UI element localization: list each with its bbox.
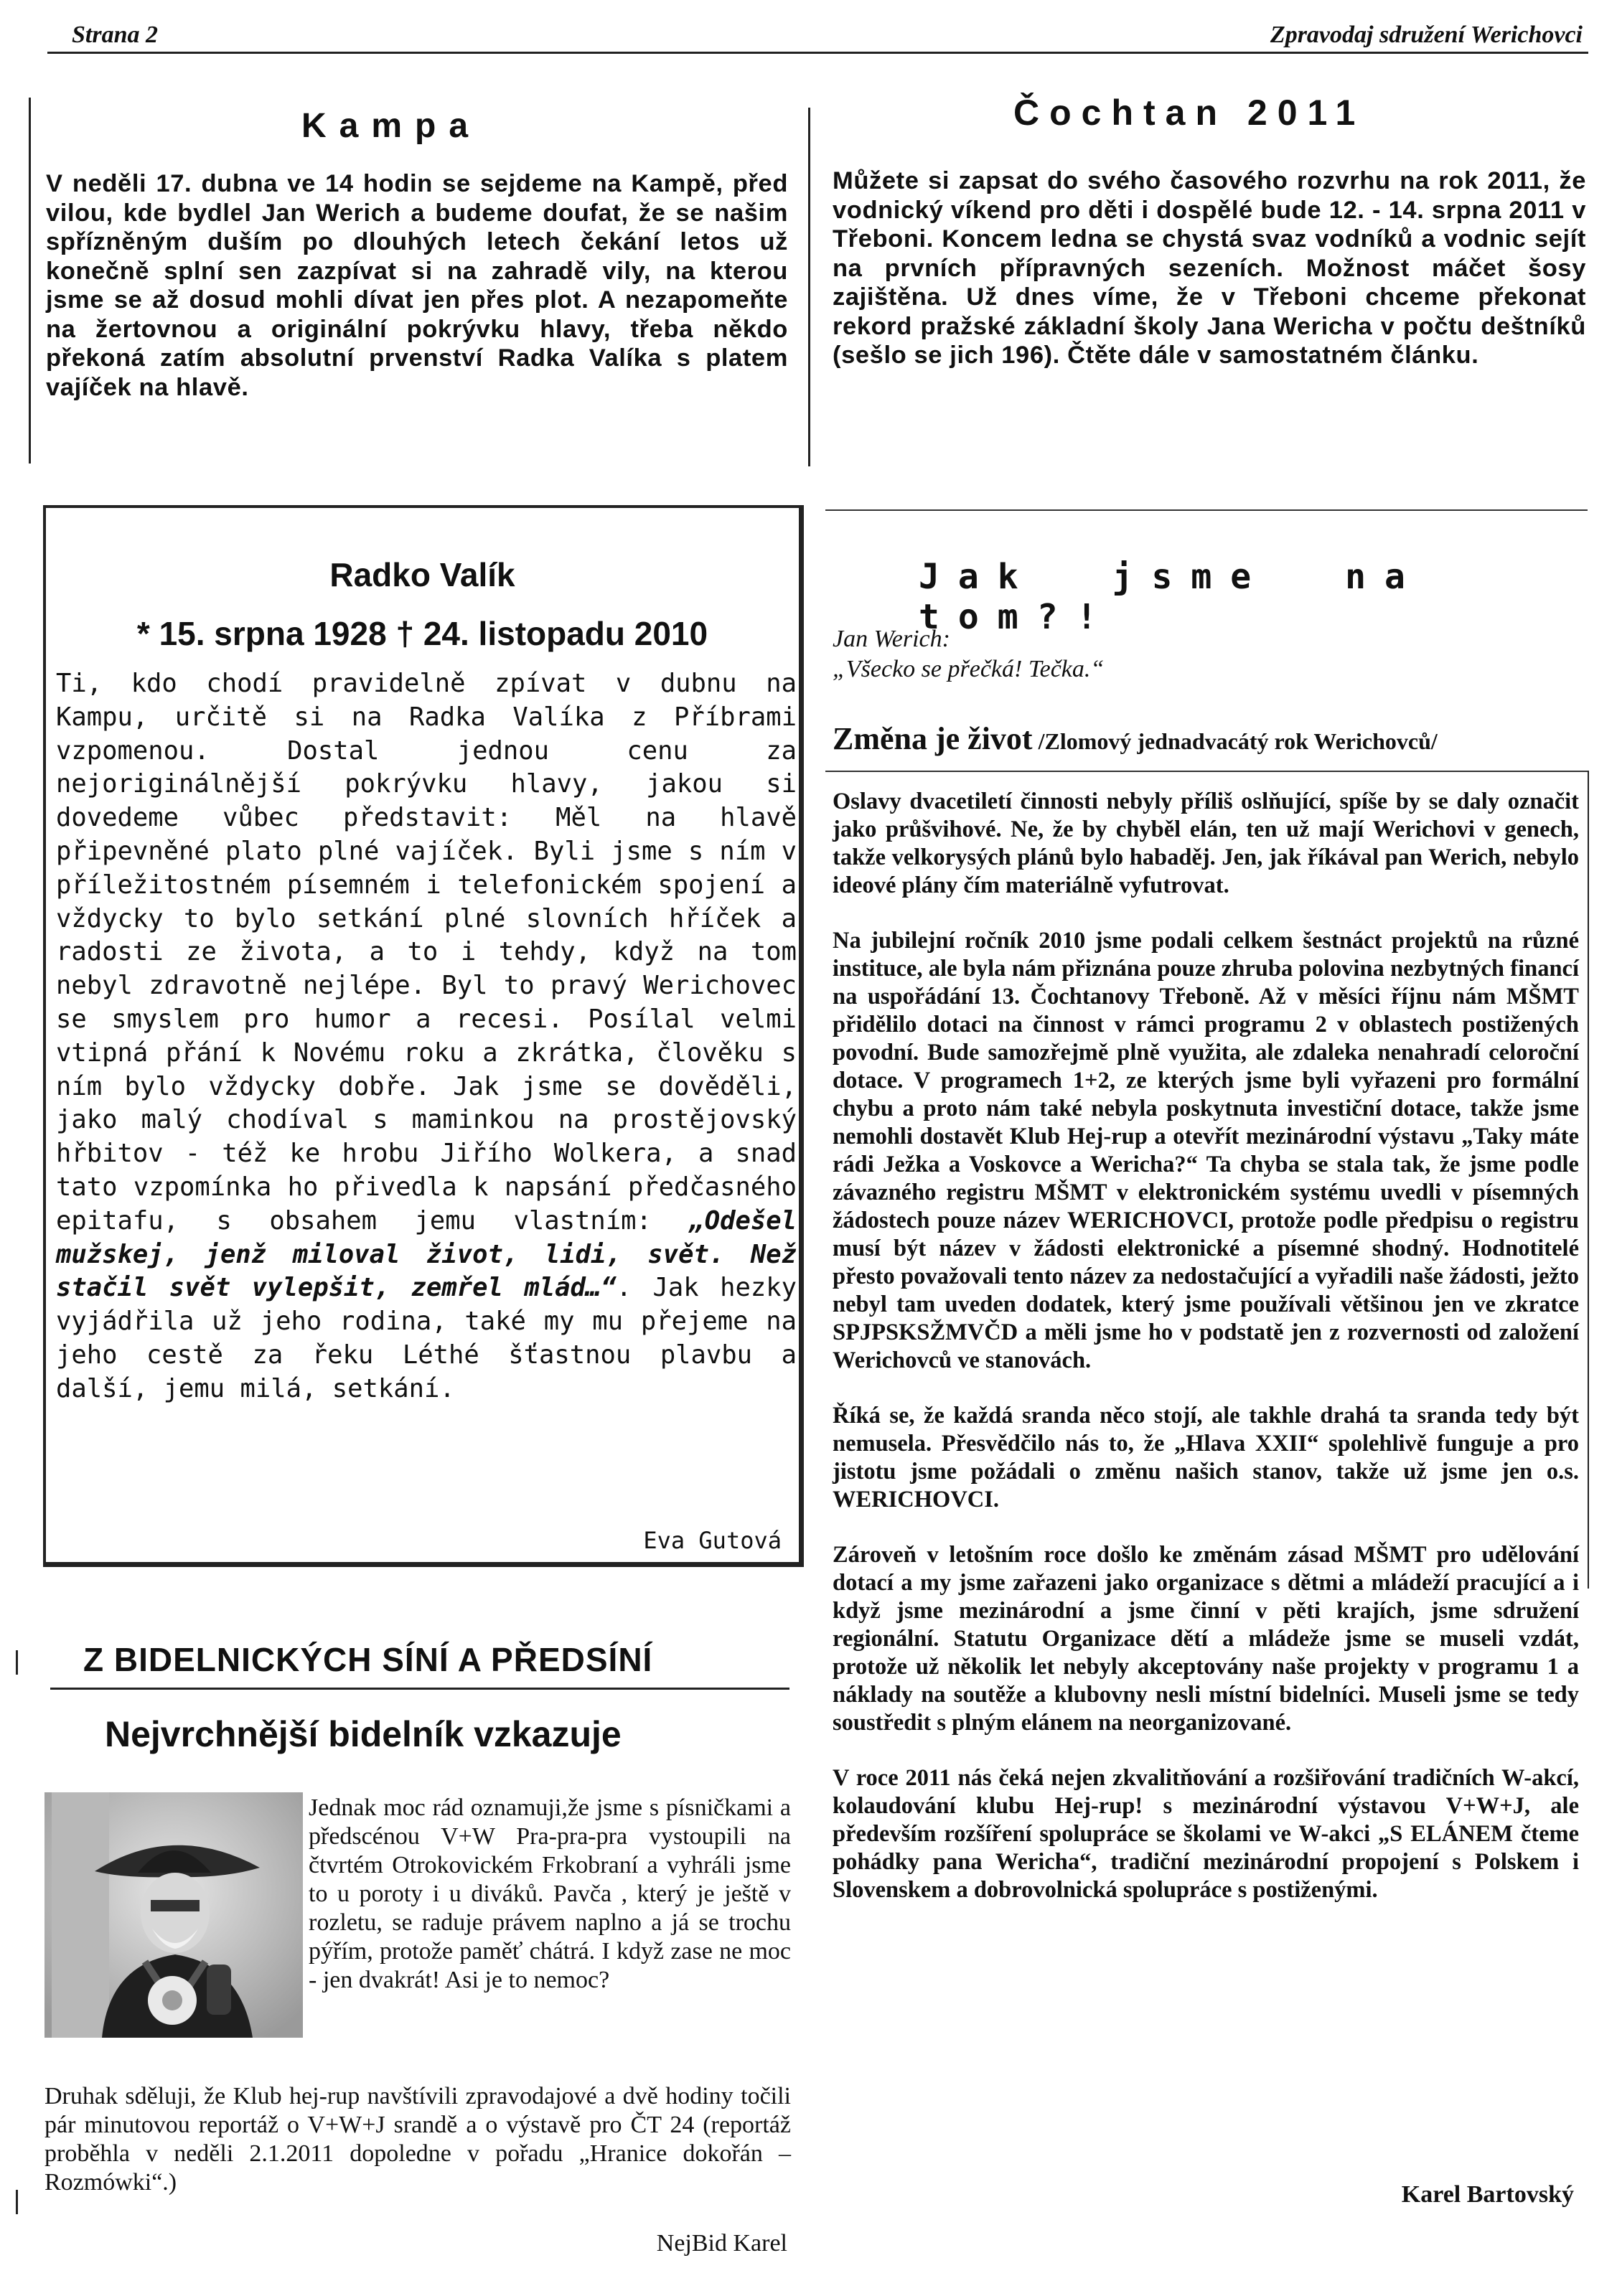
left-column-rule <box>29 98 31 464</box>
bidelnik-paragraph-1 <box>44 1794 791 2043</box>
jak-jsme-body <box>833 788 1579 1904</box>
cochtan-article: Můžete si zapsat do svého časového rozvrhu na rok 2011, že vodnický víkend pro děti i dospělé bude 12. - 14. srpna 2011 v Třeboni. Koncem ledna se chystá svaz vodníků a vodnic sejít na prvních přípravných sezeních. Možnost máčet šosy zajištěna. Už dnes víme, že v Třeboni chceme překonat rekord pražské základní školy Jana Wericha v počtu deštníků (sešlo se jich 196). Čtěte dále v samostatném článku. <box>833 167 1586 369</box>
jak-jsme-paragraph: Říká se, že každá sranda něco stojí, ale takhle drahá ta sranda tedy být nemusela. Přesvědčilo nás to, že „Hlava XXII“ spolehlivě funguje a pro jistotu jsme požádali o změnu našich stanov, takže už jsme jen o.s. WERICHOVCI. <box>833 1403 1579 1512</box>
photo-spacer <box>44 1794 309 2043</box>
obituary-title: Radko Valík <box>329 556 515 593</box>
page-number: Strana 2 <box>72 22 158 48</box>
obituary-text-before: Ti, kdo chodí pravidelně zpívat v dubnu na Kampu, určitě si na Radka Valíka z Příbrami vzpomenou. Dostal jednou cenu za nejoriginálnější pokrývku hlavy, jakou si dovedeme vůbec představit: Měl na hlavě připevněné plato plné vajíček. Byli jsme s ním v příležitostném písemném i telefonickém spojení a vždycky to bylo setkání plné slovních hříček a radosti ze života, a to i tehdy, když na tom nebyl zdravotně nejlépe. Byl to pravý Werichovec se smyslem pro humor a recesi. Posílal velmi vtipná přání k Novému roku a zkrátka, člověku s ním bylo vždycky dobře. Jak jsme se dověděli, jako malý chodíval s maminkou na prostějovský hřbitov - též ke hrobu Jiřího Wolkera, a snad tato vzpomínka ho přivedla k napsání předčasného epitafu, s obsahem jemu vlastním: <box>56 669 797 1236</box>
werich-quote: „Všecko se přečká! Tečka.“ <box>833 656 1105 682</box>
right-column-rule <box>1588 771 1589 1589</box>
obituary-text <box>56 667 797 1406</box>
bidelnik-section-title: Z BIDELNICKÝCH SÍNÍ A PŘEDSÍNÍ <box>83 1641 653 1678</box>
article-subtitle-main: Změna je život <box>833 721 1033 756</box>
kampa-article: V neděli 17. dubna ve 14 hodin se sejdeme na Kampě, před vilou, kde bydlel Jan Werich a budeme doufat, že se našim spřízněným duším po dlouhých letech čekání letos už konečně splní sen zazpívat si na zahradě vily, na kterou jsme se až dosud mohli dívat jen přes plot. A nezapomeňte na žertovnou a originální pokrývku hlavy, třeba někdo překoná zatím absolutní prvenství Radka Valíka s platem vajíček na hlavě. <box>46 170 788 401</box>
bidelnik-signature: NejBid Karel <box>656 2230 787 2257</box>
epitaph-quote: „Odešel mužskej, jenž miloval život, lidi, svět. Než stačil svět vylepšit, zemřel mlád…“ <box>56 1205 797 1303</box>
jak-jsme-paragraph: Na jubilejní ročník 2010 jsme podali celkem šestnáct projektů na různé instituce, ale byla nám přiznána pouze zhruba polovina nezbytných financí na uspořádání 13. Čochtanovy Třeboně. Až v měsíci říjnu nám MŠMT přidělilo dotaci na činnost v rámci programu 2 v oblastech postižených povodní. Bude samozřejmě plně využita, ale zdaleka nenahradí celoroční dotace. V programech 1+2, ze kterých jsme byli vyřazeni pro formální chybu a proto nám také nebyla poskytnuta investiční dotace, takže jsme nemohli dostavět Klub Hej-rup a otevřít mezinárodní výstavu „Taky máte rádi Ježka a Voskovce a Wericha?“ Ta chyba se stala tak, že jsme podle závazného registru MŠMT v elektronickém systému uvedli v písemných žádostech pouze název WERICHOVCI, protože podle předpisu o registru musí být název v žádosti elektronické a písemné shodný. Hodnotitelé přesto považovali tento název za nedostačující a vyřadili naše žádosti, ježto nebyl tam uveden dodatek, který jsme používali většinou jen ve zkratce SPJPSKSŽMVČD a měli jsme ho v podstatě jen z rozvernosti od založení Werichovců ve stanovách. <box>833 928 1579 1373</box>
kampa-title: Kampa <box>301 107 482 145</box>
margin-tick <box>16 2190 18 2214</box>
cochtan-title: Čochtan 2011 <box>1013 93 1366 133</box>
subtitle-rule <box>825 771 1588 772</box>
jak-jsme-paragraph: Zároveň v letošním roce došlo ke změnám zásad MŠMT pro udělování dotací a my jsme zařazeni jako organizace s dětmi a mládeží pracující a i když jsme mezinárodní a jsme činní v pěti krajích, jsme sdružení regionální. Statutu Organizace dětí a mládeže jsme se museli vzdát, protože už několik let nebyly akceptovány naše projekty v programu 1 a náklady na soutěže a klubovny nesli místní bidelníci. Museli jsme se tedy soustředit s plným elánem na neorganizované. <box>833 1542 1579 1736</box>
jak-jsme-paragraph: Oslavy dvacetiletí činnosti nebyly příliš oslňující, spíše by se daly označit jako průšvihové. Ne, že by chyběl elán, ten už mají Werichovi v genech, takže velkorysých plánů bylo habaděj. Jen, jak říkával pan Werich, nebylo ideové plány čím materiálně vyfutrovat. <box>833 789 1579 898</box>
column-divider <box>808 108 810 466</box>
bidelnik-paragraph-1-text: Jednak moc rád oznamuji,že jsme s písničkami a předscénou V+W Pra-pra-pra vystoupili na čtvrtém Otrokovickém Frkobraní a vyhráli jsme to u poroty i u diváků. Pavča , který je ještě v rozletu, se raduje právem naplno a já se trochu pýřím, protože paměť chátrá. I když zase ne moc - jen dvakrát! Asi je to nemoc? <box>309 1794 791 1993</box>
obituary-box <box>43 505 804 1567</box>
jak-jsme-paragraph: V roce 2011 nás čeká nejen zkvalitňování a rozšiřování tradičních W-akcí, kolaudování klubu Hej-rup! s mezinárodní výstavou V+W+J, ale především rozšíření spolupráce se školami ve W-akci „S ELÁNEM čteme pohádky pana Wericha“, tradiční mezinárodní propojení s Polskem i Slovenskem a dobrovolnická spolupráce s postiženými. <box>833 1765 1579 1903</box>
article-subtitle <box>833 720 1438 757</box>
jak-jsme-author: Karel Bartovský <box>1401 2181 1574 2208</box>
publication-title: Zpravodaj sdružení Werichovci <box>1270 22 1583 48</box>
bidelnik-paragraph-2: Druhak sděluji, že Klub hej-rup navštívili zpravodajové a dvě hodiny točili pár minutovou reportáž o V+W+J srandě a o výstavě pro ČT 24 (reportáž proběhla v neděli 2.1.2011 dopoledne v pořadu „Hranice dokořán – Rozmówki“.) <box>44 2083 791 2196</box>
margin-tick <box>16 1650 18 1675</box>
jak-jsme-title: Jak jsme na tom?! <box>919 557 1424 637</box>
right-column-top-rule <box>825 509 1588 511</box>
header-rule <box>47 52 1588 54</box>
obituary-text-after: . Jak hezky vyjádřila už jeho rodina, také my mu přejeme na jeho cestě za řeku Léthé šťastnou plavbu a další, jemu milá, setkání. <box>56 1273 797 1403</box>
bidelnik-section-rule <box>50 1688 789 1690</box>
article-subtitle-rest: /Zlomový jednadvacátý rok Werichovců/ <box>1032 728 1438 754</box>
bidelnik-title: Nejvrchnější bidelník vzkazuje <box>105 1714 622 1754</box>
quote-author: Jan Werich: <box>833 626 950 652</box>
obituary-dates: * 15. srpna 1928 † 24. listopadu 2010 <box>136 615 708 652</box>
obituary-author: Eva Gutová <box>643 1527 782 1554</box>
